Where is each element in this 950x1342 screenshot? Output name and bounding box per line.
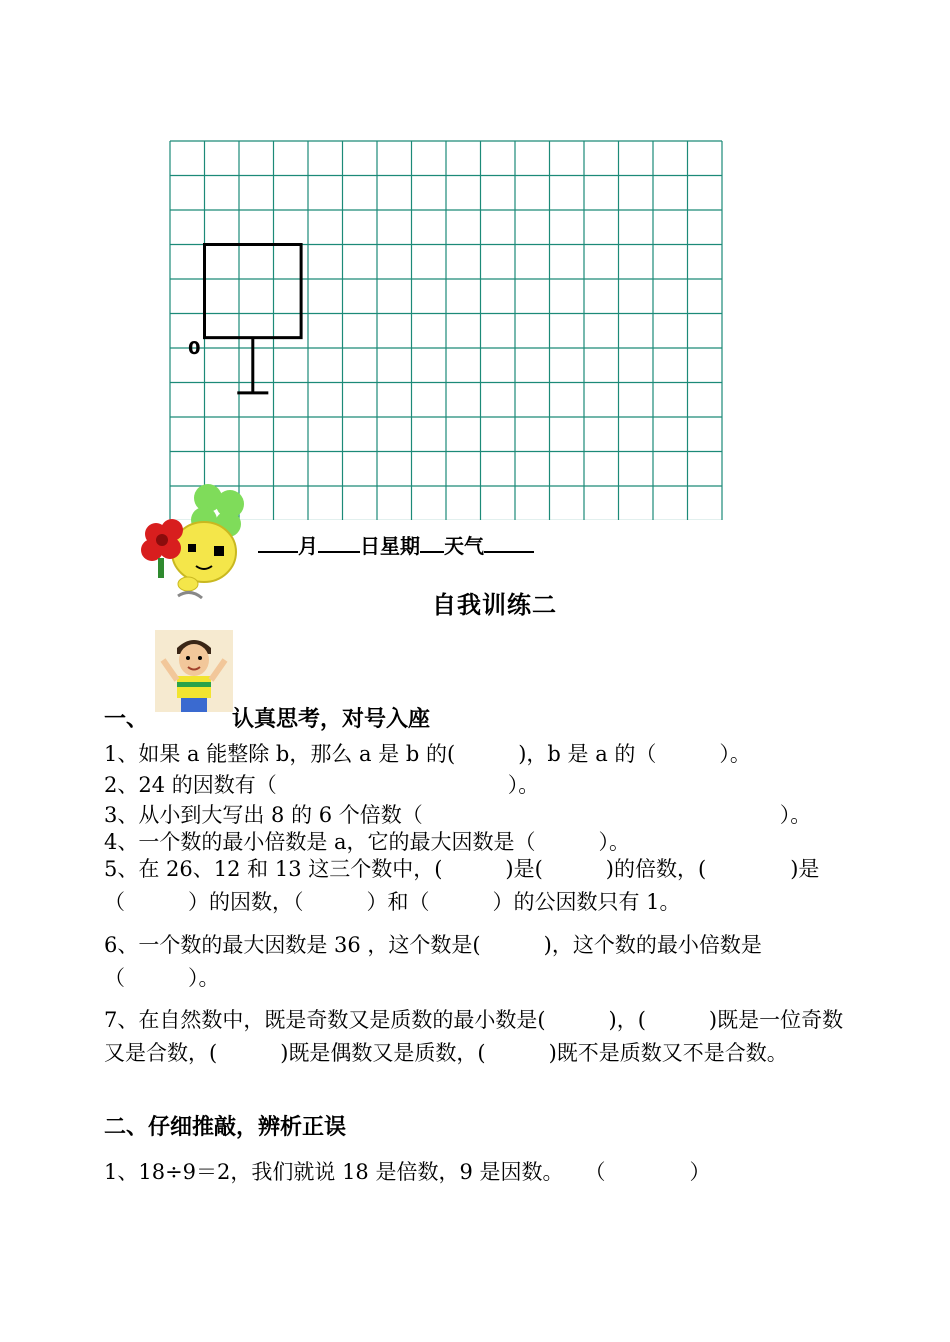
day-blank [318, 531, 360, 553]
day-weekday-label: 日星期 [360, 534, 420, 558]
section-1-number: 一、 [104, 707, 149, 732]
grid-drawing [168, 140, 728, 520]
section-2-heading: 二、仔细推敲，辨析正误 [104, 1115, 347, 1140]
question-1-3: 3、从小到大写出 8 的 6 个倍数（ ）。 [104, 803, 812, 827]
month-label: 月 [298, 534, 318, 558]
weather-label: 天气 [444, 534, 484, 558]
question-1-1: 1、如果 a 能整除 b，那么 a 是 b 的( )，b 是 a 的（ ）。 [104, 742, 751, 766]
section-1-heading [104, 702, 430, 733]
month-blank [258, 531, 298, 553]
date-line [258, 530, 534, 559]
figure-square [205, 245, 302, 338]
question-1-4: 4、一个数的最小倍数是 a，它的最大因数是（ ）。 [104, 830, 631, 854]
question-1-5: 5、在 26、12 和 13 这三个数中，( )是( )的倍数，( )是（ ）的因数，（ ）和（ ）的公因数只有 1。 [104, 857, 820, 914]
section-1-title: 认真思考，对号入座 [232, 707, 431, 732]
worksheet-title: 自我训练二 [432, 591, 557, 619]
weather-blank [484, 531, 534, 553]
question-1-6: 6、一个数的最大因数是 36 ，这个数是( )，这个数的最小倍数是（ ）。 [104, 933, 762, 990]
boy-mascot-image [155, 630, 233, 712]
question-1-7: 7、在自然数中，既是奇数又是质数的最小数是( )，( )既是一位奇数又是合数，( )既是偶数又是质数，( )既不是质数又不是合数。 [104, 1008, 844, 1065]
origin-label: 0 [188, 338, 201, 359]
question-2-1: 1、18÷9＝2，我们就说 18 是倍数，9 是因数。 （ ） [104, 1160, 711, 1184]
weekday-blank [420, 531, 444, 553]
question-1-2: 2、24 的因数有（ ）。 [104, 773, 540, 797]
square-grid [168, 140, 728, 520]
flower-mascot-image [138, 478, 258, 606]
